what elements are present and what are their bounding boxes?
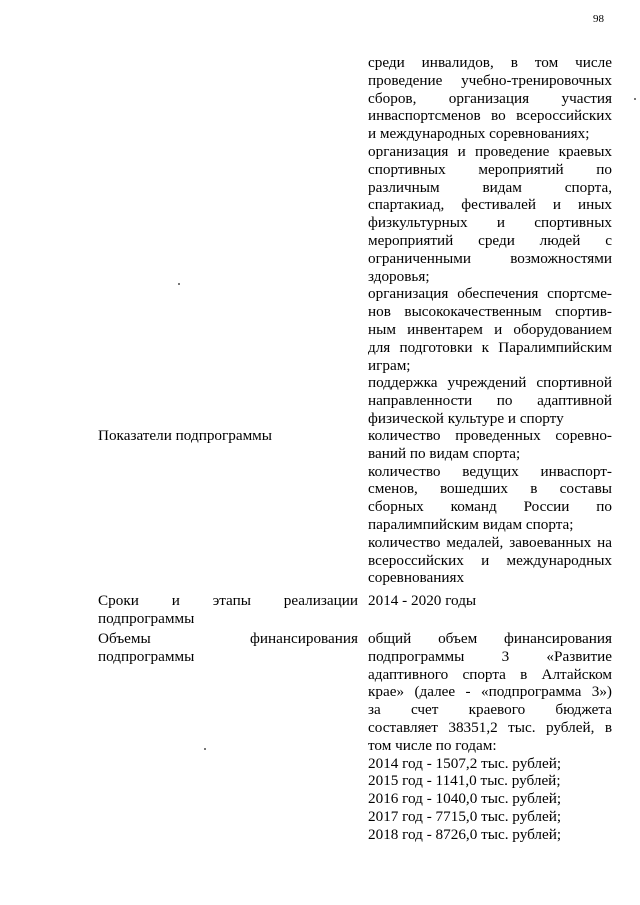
text-line: количество ведущих инваспорт- bbox=[368, 462, 612, 480]
text-line: физкультурных и спортивных bbox=[368, 214, 612, 232]
scan-speck bbox=[204, 748, 206, 750]
indicators-label bbox=[98, 427, 358, 445]
indicators-text-block bbox=[368, 427, 612, 587]
terms-label bbox=[98, 592, 358, 628]
text-line: спортивных мероприятий по bbox=[368, 160, 612, 178]
text-line: том числе по годам: bbox=[368, 736, 497, 754]
indicators-label-text: Показатели подпрограммы bbox=[98, 427, 272, 444]
text-line: соревнованиях bbox=[368, 569, 465, 587]
text-line: крае» (далее - «подпрограмма 3») bbox=[368, 683, 612, 701]
text-line: физической культуре и спорту bbox=[368, 409, 564, 427]
terms-value-text: 2014 - 2020 годы bbox=[368, 592, 477, 609]
text-line: подпрограммы 3 «Развитие bbox=[368, 647, 612, 665]
funding-label-line2: подпрограммы bbox=[98, 647, 195, 665]
text-line: количество медалей, завоеванных на bbox=[368, 533, 612, 551]
text-line: 2016 год - 1040,0 тыс. рублей; bbox=[368, 790, 562, 808]
text-line: сборных команд России по bbox=[368, 498, 612, 516]
measures-text-block bbox=[368, 54, 612, 428]
text-line: мероприятий среди людей с bbox=[368, 231, 612, 249]
text-line: общий объем финансирования bbox=[368, 630, 612, 647]
text-line: 2017 год - 7715,0 тыс. рублей; bbox=[368, 807, 562, 825]
funding-label bbox=[98, 630, 358, 666]
text-line: 2015 год - 1141,0 тыс. рублей; bbox=[368, 772, 561, 790]
text-line: адаптивного спорта в Алтайском bbox=[368, 665, 612, 683]
text-line: нов высококачественным спортив- bbox=[368, 303, 612, 321]
terms-label-line1: Сроки и этапы реализации bbox=[98, 592, 358, 609]
text-line: инваспортсменов во всероссийских bbox=[368, 107, 612, 125]
text-line: за счет краевого бюджета bbox=[368, 701, 612, 719]
text-line: 2018 год - 8726,0 тыс. рублей; bbox=[368, 825, 562, 843]
page-number: 98 bbox=[593, 13, 604, 25]
text-line: количество проведенных соревно- bbox=[368, 427, 612, 444]
funding-label-line1: Объемы финансирования bbox=[98, 630, 358, 647]
text-line: организация обеспечения спортсме- bbox=[368, 285, 612, 303]
text-line: и международных соревнованиях; bbox=[368, 125, 590, 143]
text-line: 2014 год - 1507,2 тыс. рублей; bbox=[368, 754, 562, 772]
text-line: сборов, организация участия bbox=[368, 89, 612, 107]
text-line: различным видам спорта, bbox=[368, 178, 612, 196]
text-line: паралимпийским видам спорта; bbox=[368, 515, 574, 533]
text-line: спартакиад, фестивалей и иных bbox=[368, 196, 612, 214]
text-line: составляет 38351,2 тыс. рублей, в bbox=[368, 718, 612, 736]
text-line: всероссийских и международных bbox=[368, 551, 612, 569]
text-line: ным инвентарем и оборудованием bbox=[368, 320, 612, 338]
text-line: организация и проведение краевых bbox=[368, 142, 612, 160]
text-line: здоровья; bbox=[368, 267, 430, 285]
text-line: ваний по видам спорта; bbox=[368, 444, 521, 462]
terms-value bbox=[368, 592, 612, 610]
text-line: ограниченными возможностями bbox=[368, 249, 612, 267]
scan-speck bbox=[178, 283, 180, 285]
text-line: среди инвалидов, в том числе bbox=[368, 54, 612, 71]
text-line: для подготовки к Паралимпийским bbox=[368, 338, 612, 356]
scan-speck bbox=[634, 98, 636, 100]
text-line: проведение учебно-тренировочных bbox=[368, 71, 612, 89]
text-line: сменов, вошедших в составы bbox=[368, 480, 612, 498]
text-line: играм; bbox=[368, 356, 411, 374]
text-line: направленности по адаптивной bbox=[368, 392, 612, 410]
text-line: поддержка учреждений спортивной bbox=[368, 374, 612, 392]
terms-label-line2: подпрограммы bbox=[98, 609, 195, 627]
funding-text-block bbox=[368, 630, 612, 844]
